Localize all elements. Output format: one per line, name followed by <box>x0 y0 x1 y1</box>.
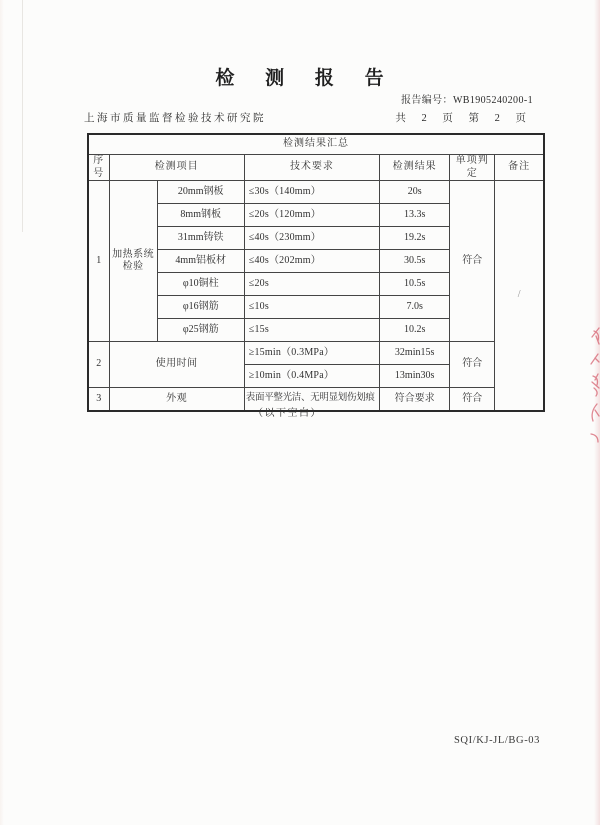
test-results-table <box>87 133 545 412</box>
footer-document-code: SQI/KJ-JL/BG-03 <box>453 735 540 746</box>
cell-requirement: 表面平整光洁、无明显划伤划痕 <box>244 388 379 412</box>
table-title-row <box>88 134 544 155</box>
cell-sub-item: φ10铜柱 <box>157 273 244 296</box>
cell-sub-item: 8mm钢板 <box>157 204 244 227</box>
cell-result: 10.5s <box>380 273 450 296</box>
report-number-value: WB1905240200-1 <box>452 95 533 106</box>
col-header-remark: 备注 <box>495 155 544 181</box>
page-count-info: 共 2 页 第 2 页 <box>395 113 530 124</box>
page-title: 检 测 报 告 <box>215 68 397 89</box>
table-title: 检测结果汇总 <box>88 134 544 155</box>
cell-requirement: ≥10min（0.4MPa） <box>244 365 379 388</box>
cell-result: 20s <box>380 181 450 204</box>
table-row <box>88 181 544 204</box>
cell-seq-no: 3 <box>88 388 109 412</box>
cell-sub-item: 20mm钢板 <box>157 181 244 204</box>
cell-seq-no: 1 <box>88 181 109 342</box>
cell-sub-item: φ25钢筋 <box>157 319 244 342</box>
table-header-row <box>88 155 544 181</box>
col-header-judgement: 单项判定 <box>450 155 495 181</box>
cell-requirement: ≤15s <box>244 319 379 342</box>
cell-requirement: ≤20s（120mm） <box>244 204 379 227</box>
report-number-label: 报告编号： <box>400 95 453 106</box>
cell-requirement: ≥15min（0.3MPa） <box>244 342 379 365</box>
cell-result: 30.5s <box>380 250 450 273</box>
cell-requirement: ≤40s（230mm） <box>244 227 379 250</box>
organization-name: 上海市质量监督检验技术研究院 <box>84 113 266 124</box>
below-blank-note: （以下空白） <box>253 408 322 419</box>
cell-item: 加热系统检验 <box>109 181 157 342</box>
col-header-item: 检测项目 <box>109 155 244 181</box>
cell-result: 13.3s <box>380 204 450 227</box>
cell-requirement: ≤10s <box>244 296 379 319</box>
cell-requirement: ≤40s（202mm） <box>244 250 379 273</box>
cell-item: 使用时间 <box>109 342 244 388</box>
cell-sub-item: 31mm铸铁 <box>157 227 244 250</box>
cell-judgement: 符合 <box>450 181 495 342</box>
col-header-result: 检测结果 <box>380 155 450 181</box>
cell-seq-no: 2 <box>88 342 109 388</box>
cell-item: 外观 <box>109 388 244 412</box>
cell-result: 10.2s <box>380 319 450 342</box>
cell-requirement: ≤20s <box>244 273 379 296</box>
cell-remark: / <box>495 181 544 412</box>
cell-result: 19.2s <box>380 227 450 250</box>
cell-sub-item: φ16钢筋 <box>157 296 244 319</box>
cell-result: 7.0s <box>380 296 450 319</box>
scan-fold-line <box>22 0 23 232</box>
cell-result: 13min30s <box>380 365 450 388</box>
table-row <box>88 342 544 365</box>
cell-judgement: 符合 <box>450 388 495 412</box>
scan-edge-tint-left <box>0 0 4 825</box>
report-number-line <box>401 91 533 106</box>
cell-judgement: 符合 <box>450 342 495 388</box>
red-stamp-fragment <box>584 322 600 452</box>
cell-requirement: ≤30s（140mm） <box>244 181 379 204</box>
col-header-seq: 序号 <box>88 155 109 181</box>
col-header-requirement: 技术要求 <box>244 155 379 181</box>
cell-result: 符合要求 <box>380 388 450 412</box>
cell-result: 32min15s <box>380 342 450 365</box>
cell-sub-item: 4mm铝板材 <box>157 250 244 273</box>
